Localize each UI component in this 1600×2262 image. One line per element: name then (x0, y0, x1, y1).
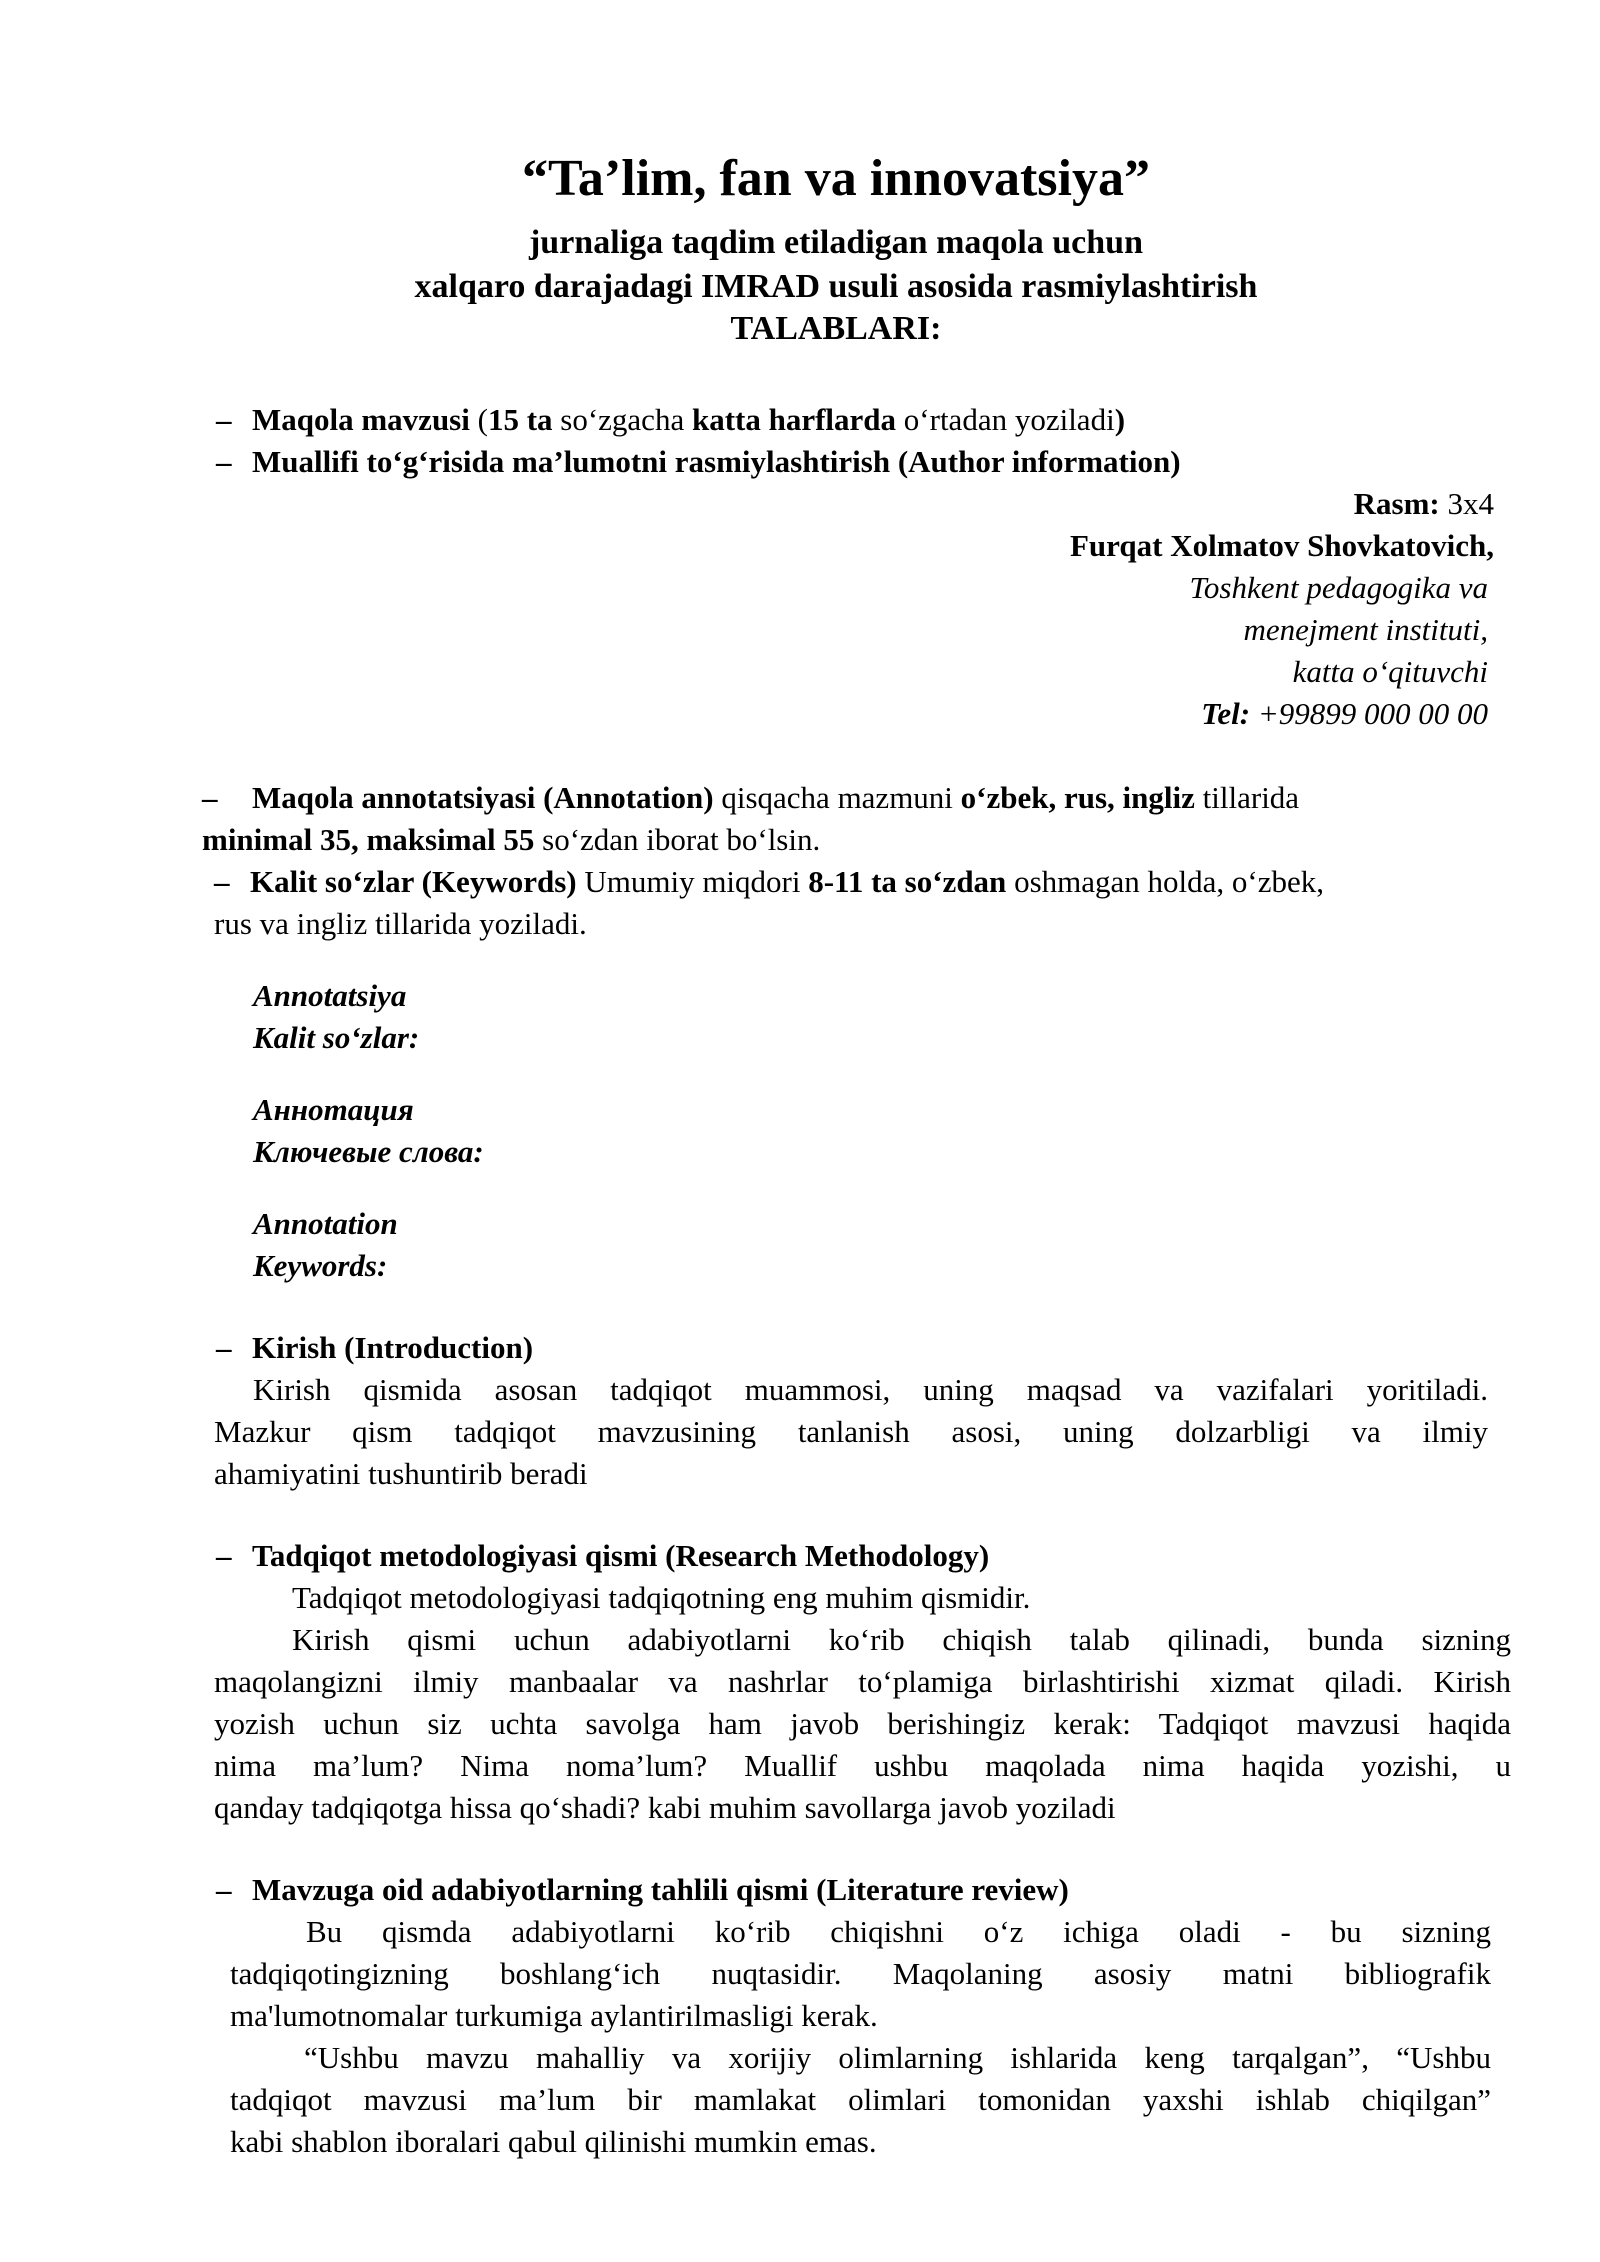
photo-spec: Rasm: 3x4 (1353, 486, 1494, 521)
literature-line-5: tadqiqot mavzusi ma’lum bir mamlakat olimlari tomonidan yaxshi ishlab chiqilgan” (230, 2082, 1491, 2117)
journal-title: “Ta’lim, fan va innovatsiya” (522, 150, 1150, 207)
topic-requirement: – Maqola mavzusi (15 ta so‘zgacha katta harflarda o‘rtadan yoziladi) (216, 399, 1125, 441)
list-dash: – (216, 1872, 232, 1907)
author-org-1: Toshkent pedagogika va (1189, 570, 1488, 605)
annotation-requirement-line-1: – Maqola annotatsiyasi (Annotation) qisqacha mazmuni o‘zbek, rus, ingliz tillarida (202, 777, 1299, 819)
intro-line-1: Kirish qismida asosan tadqiqot muammosi, uning maqsad va vazifalari yoritiladi. (253, 1372, 1488, 1407)
keywords-requirement-line-1: – Kalit so‘zlar (Keywords) Umumiy miqdori 8-11 ta so‘zdan oshmagan holda, o‘zbek, (214, 861, 1324, 903)
intro-line-3: ahamiyatini tushuntirib beradi (214, 1456, 588, 1491)
author-name: Furqat Xolmatov Shovkatovich, (1070, 528, 1494, 563)
ru-keywords-label: Ключевые слова: (253, 1134, 484, 1169)
methodology-line-6: qanday tadqiqotga hissa qo‘shadi? kabi muhim savollarga javob yoziladi (214, 1790, 1116, 1825)
methodology-line-3: maqolangizni ilmiy manbaalar va nashrlar to‘plamiga birlashtirishi xizmat qiladi. Kirish (214, 1664, 1511, 1699)
literature-line-6: kabi shablon iboralari qabul qilinishi mumkin emas. (230, 2124, 877, 2159)
uz-annotation-label: Annotatsiya (253, 978, 407, 1013)
uz-keywords-label: Kalit so‘zlar: (253, 1020, 420, 1055)
author-info-requirement: – Muallifi to‘g‘risida ma’lumotni rasmiylashtirish (Author information) (216, 441, 1181, 483)
list-dash: – (216, 402, 232, 437)
list-dash: – (216, 1538, 232, 1573)
methodology-line-1: Tadqiqot metodologiyasi tadqiqotning eng muhim qismidir. (292, 1580, 1031, 1615)
ru-annotation-label: Аннотация (253, 1092, 414, 1127)
author-phone: Tel: +99899 000 00 00 (1201, 696, 1488, 731)
intro-heading: – Kirish (Introduction) (216, 1327, 533, 1369)
list-dash: – (216, 444, 232, 479)
intro-line-2: Mazkur qism tadqiqot mavzusining tanlanish asosi, uning dolzarbligi va ilmiy (214, 1414, 1488, 1449)
literature-line-1: Bu qismda adabiyotlarni ko‘rib chiqishni o‘z ichiga oladi - bu sizning (306, 1914, 1491, 1949)
literature-heading: – Mavzuga oid adabiyotlarning tahlili qismi (Literature review) (216, 1869, 1069, 1911)
list-dash: – (216, 1330, 232, 1365)
subtitle-line-1: jurnaliga taqdim etiladigan maqola uchun (528, 224, 1143, 261)
methodology-heading: – Tadqiqot metodologiyasi qismi (Research Methodology) (216, 1535, 989, 1577)
subtitle-line-2: xalqaro darajadagi IMRAD usuli asosida rasmiylashtirish (414, 268, 1258, 305)
literature-line-2: tadqiqotingizning boshlang‘ich nuqtasidir. Maqolaning asosiy matni bibliografik (230, 1956, 1491, 1991)
literature-line-4: “Ushbu mavzu mahalliy va xorijiy olimlarning ishlarida keng tarqalgan”, “Ushbu (304, 2040, 1491, 2075)
literature-line-3: ma'lumotnomalar turkumiga aylantirilmasligi kerak. (230, 1998, 878, 2033)
en-annotation-label: Annotation (253, 1206, 398, 1241)
en-keywords-label: Keywords: (253, 1248, 388, 1283)
keywords-requirement-line-2: rus va ingliz tillarida yoziladi. (214, 906, 587, 941)
author-position: katta o‘qituvchi (1292, 654, 1488, 689)
list-dash: – (214, 864, 230, 899)
list-dash: – (202, 780, 218, 815)
annotation-requirement-line-2: minimal 35, maksimal 55 so‘zdan iborat bo‘lsin. (202, 822, 821, 857)
methodology-line-4: yozish uchun siz uchta savolga ham javob berishingiz kerak: Tadqiqot mavzusi haqida (214, 1706, 1511, 1741)
author-org-2: menejment instituti, (1243, 612, 1488, 647)
subtitle-line-3: TALABLARI: (730, 310, 942, 347)
methodology-line-5: nima ma’lum? Nima noma’lum? Muallif ushbu maqolada nima haqida yozishi, u (214, 1748, 1511, 1783)
methodology-line-2: Kirish qismi uchun adabiyotlarni ko‘rib chiqish talab qilinadi, bunda sizning (292, 1622, 1511, 1657)
